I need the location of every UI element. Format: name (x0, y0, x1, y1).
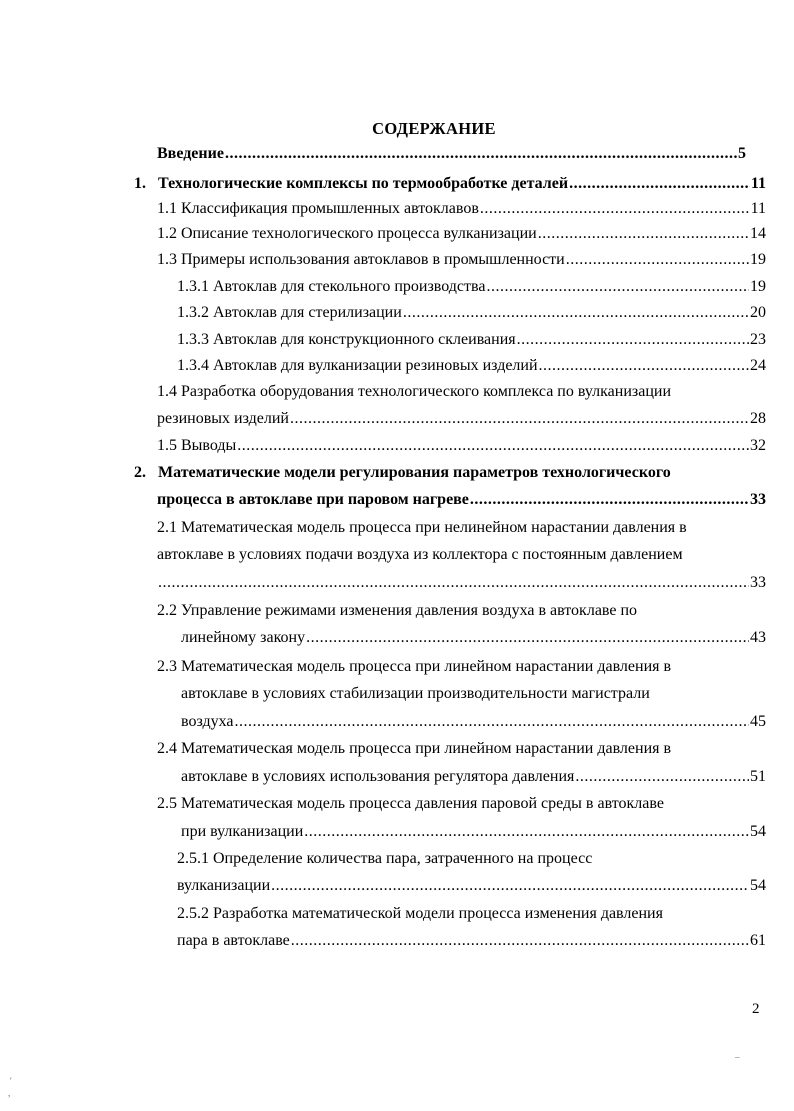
toc-page-number: 14 (750, 225, 766, 242)
scan-artifact: ' (10, 1076, 12, 1086)
toc-entry-text: резиновых изделий (157, 410, 289, 427)
toc-entry-1-4-line1: 1.4 Разработка оборудования технологического комплекса по вулканизации (157, 383, 672, 400)
toc-entry-2-3-line2: автоклаве в условиях стабилизации производительности магистрали (181, 685, 650, 702)
leader-dots (304, 822, 749, 842)
toc-page-number: 11 (750, 200, 766, 217)
toc-entry-chapter-2-line1 (134, 463, 671, 483)
leader-dots (158, 573, 749, 593)
toc-entry-2-5-2 (177, 931, 766, 951)
leader-dots (403, 303, 749, 323)
toc-entry-text: 1.3.2 Автоклав для стерилизации (177, 304, 402, 321)
leader-dots (539, 356, 749, 376)
toc-page-number: 45 (750, 713, 766, 730)
toc-entry-text: линейному закону (181, 629, 306, 646)
toc-entry-2-1-line2: автоклаве в условиях подачи воздуха из коллектора с постоянным давлением (157, 546, 683, 563)
toc-entry-text: при вулканизации (181, 823, 304, 840)
leader-dots (235, 712, 749, 732)
toc-entry-text: вулканизации (177, 877, 271, 894)
leader-dots (569, 174, 750, 194)
leader-dots (225, 144, 737, 164)
toc-entry-text: пара в автоклаве (177, 932, 290, 949)
toc-page-number: 32 (750, 437, 766, 454)
toc-entry-1-3-3 (177, 330, 766, 350)
toc-page-number: 23 (750, 331, 766, 348)
toc-entry-1-1 (157, 199, 766, 219)
leader-dots (291, 931, 749, 951)
toc-entry-2-5-1 (177, 876, 766, 896)
toc-page-number: 33 (750, 574, 766, 591)
toc-entry-text: 1.1 Классификация промышленных автоклавов (157, 200, 479, 217)
toc-entry-text: 1.2 Описание технологического процесса вулканизации (157, 225, 537, 242)
scan-artifact: _ (735, 1049, 740, 1059)
leader-dots (480, 199, 750, 219)
toc-entry-2-5-1-line1: 2.5.1 Определение количества пара, затраченного на процесс (177, 850, 593, 867)
toc-entry-2-1 (157, 573, 766, 593)
toc-entry-1-3-1 (177, 277, 766, 297)
leader-dots (575, 767, 749, 787)
toc-page-number: 28 (750, 410, 766, 427)
leader-dots (486, 277, 749, 297)
leader-dots (538, 224, 749, 244)
toc-page-number: 51 (750, 768, 766, 785)
toc-page-number: 11 (750, 175, 766, 192)
toc-entry-text: 1.3 Примеры использования автоклавов в промышленности (157, 251, 565, 268)
page-number: 2 (752, 1001, 760, 1017)
toc-entry-1-3-4 (177, 356, 766, 376)
toc-entry-text: Математические модели регулирования параметров технологического (158, 464, 671, 481)
toc-entry-text: 1.3.4 Автоклав для вулканизации резиновых изделий (177, 357, 538, 374)
page-title: СОДЕРЖАНИЕ (372, 119, 496, 138)
toc-page-number: 24 (750, 357, 766, 374)
toc-entry-2-2-line1: 2.2 Управление режимами изменения давления воздуха в автоклаве по (157, 602, 638, 619)
toc-page-number: 5 (738, 145, 746, 162)
toc-entry-2-1-line1: 2.1 Математическая модель процесса при нелинейном нарастании давления в (157, 519, 687, 536)
toc-entry-2-4-line1: 2.4 Математическая модель процесса при линейном нарастании давления в (157, 740, 672, 757)
leader-dots (517, 330, 749, 350)
leader-dots (306, 628, 749, 648)
toc-page-number: 33 (750, 491, 766, 508)
toc-entry-text: 1.5 Выводы (157, 437, 237, 454)
toc-entry-text: процесса в автоклаве при паровом нагреве (157, 491, 469, 508)
toc-entry-2-3 (181, 712, 766, 732)
toc-entry-2-5-line1: 2.5 Математическая модель процесса давления паровой среды в автоклаве (157, 795, 664, 812)
toc-entry-text: 1.3.1 Автоклав для стекольного производства (177, 278, 486, 295)
toc-page-number: 19 (750, 251, 766, 268)
toc-entry-text: автоклаве в условиях использования регулятора давления (181, 768, 575, 785)
toc-entry-text: 1.3.3 Автоклав для конструкционного склеивания (177, 331, 516, 348)
toc-entry-2-5 (181, 822, 766, 842)
toc-entry-2-3-line1: 2.3 Математическая модель процесса при линейном нарастании давления в (157, 658, 672, 675)
toc-entry-2-5-2-line1: 2.5.2 Разработка математической модели процесса изменения давления (177, 905, 663, 922)
chapter-number: 1. (134, 175, 146, 192)
leader-dots (566, 250, 749, 270)
toc-page-number: 61 (750, 932, 766, 949)
toc-entry-1-3 (157, 250, 766, 270)
toc-page-number: 19 (750, 278, 766, 295)
toc-entry-1-5 (157, 436, 766, 456)
toc-entry-2-2 (181, 628, 766, 648)
toc-page-number: 43 (750, 629, 766, 646)
toc-entry-text: Технологические комплексы по термообработке деталей (158, 175, 569, 192)
toc-page-number: 54 (750, 823, 766, 840)
toc-entry-text: Введение (157, 145, 224, 162)
toc-page-number: 20 (750, 304, 766, 321)
toc-entry-chapter-1 (134, 174, 766, 194)
toc-entry-1-4 (157, 409, 766, 429)
leader-dots (237, 436, 749, 456)
leader-dots (290, 409, 749, 429)
toc-page-number: 54 (750, 877, 766, 894)
toc-entry-chapter-2 (157, 490, 766, 510)
toc-entry-intro (157, 144, 746, 164)
chapter-number: 2. (134, 464, 146, 481)
leader-dots (271, 876, 749, 896)
scan-artifact: , (8, 1088, 11, 1098)
leader-dots (470, 490, 749, 510)
toc-entry-1-3-2 (177, 303, 766, 323)
toc-entry-1-2 (157, 224, 766, 244)
toc-entry-2-4 (181, 767, 766, 787)
toc-entry-text: воздуха (181, 713, 234, 730)
